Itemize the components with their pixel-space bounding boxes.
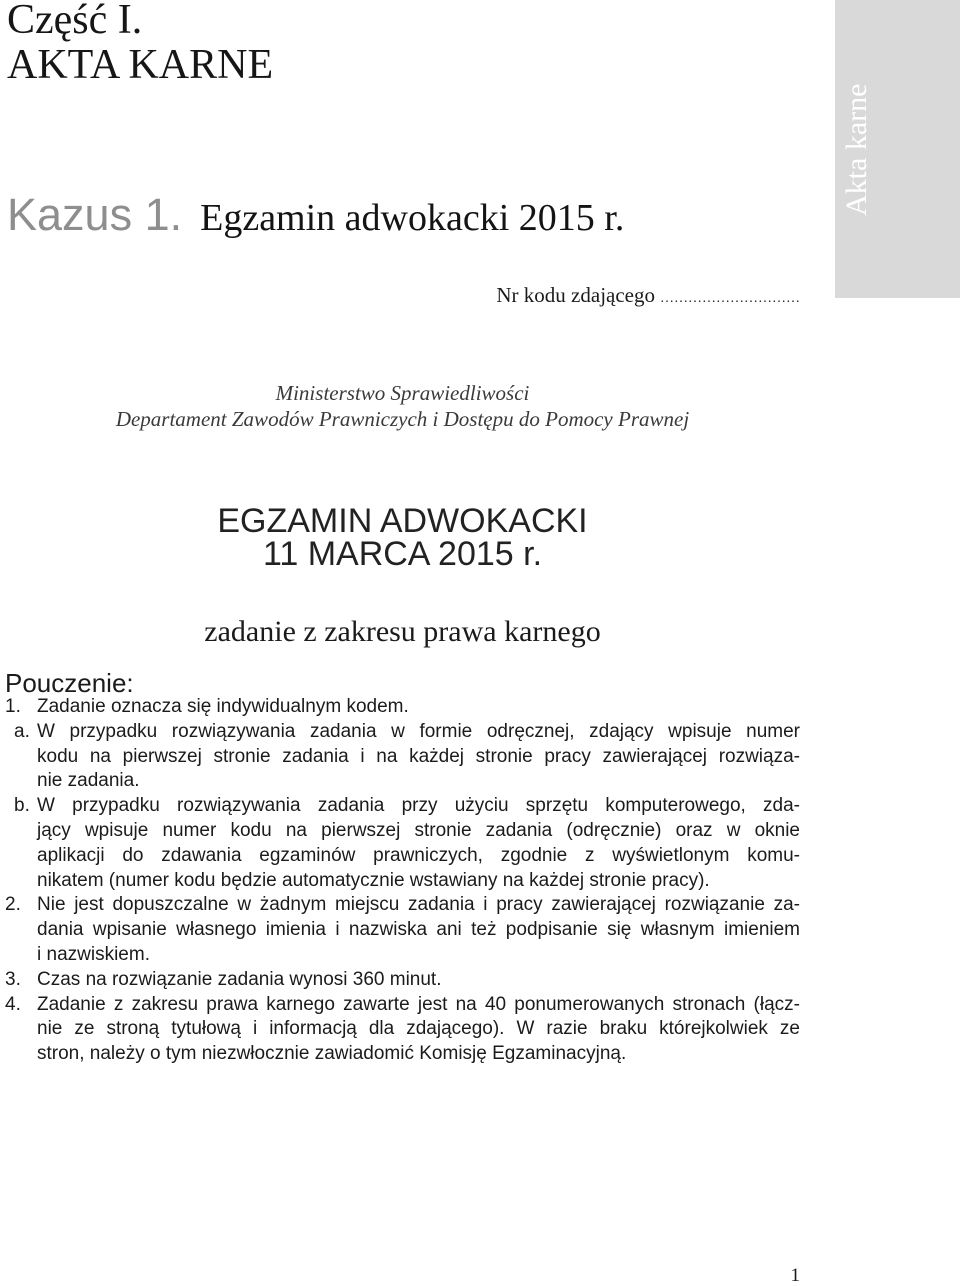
instruction-item-2	[0, 893, 800, 967]
item-marker: 1.	[5, 696, 21, 717]
item-line: dania wpisanie własnego imienia i nazwiska ani też podpisanie się własnym imieniem	[37, 919, 800, 941]
page-number: 1	[790, 1265, 800, 1286]
item-line: nie ze stroną tytułową i informacją dla zdającego). W razie braku którejkolwiek ze	[37, 1018, 800, 1040]
part-heading	[7, 0, 273, 88]
instruction-item-1	[0, 695, 800, 720]
item-marker: 2.	[5, 894, 21, 916]
item-marker: a.	[14, 720, 30, 742]
instruction-item-3	[0, 968, 800, 993]
side-tab-label: Akta karne	[840, 83, 873, 216]
candidate-code-dots: …………………………	[660, 291, 800, 306]
case-title: Egzamin adwokacki 2015 r.	[200, 197, 625, 239]
case-heading	[7, 190, 624, 243]
item-line: nikatem (numer kodu będzie automatycznie wstawiany na każdej stronie pracy).	[37, 869, 710, 891]
item-line: Czas na rozwiązanie zadania wynosi 360 minut.	[37, 968, 442, 990]
item-line: Zadanie z zakresu prawa karnego zawarte jest na 40 ponumerowanych stronach (łącz-	[37, 993, 800, 1015]
issuer-department: Departament Zawodów Prawniczych i Dostępu do Pomocy Prawnej	[115, 407, 690, 431]
item-line: aplikacji do zdawania egzaminów prawniczych, zgodnie z wyświetlonym komu-	[37, 844, 800, 866]
instruction-item-1a	[0, 720, 800, 794]
item-marker: 4.	[5, 993, 21, 1015]
issuer-ministry: Ministerstwo Sprawiedliwości	[275, 381, 530, 405]
exam-date: 11 MARCA 2015 r.	[262, 535, 543, 573]
item-line: nie zadania.	[37, 770, 140, 792]
case-number: Kazus 1.	[7, 189, 183, 240]
instruction-item-1b	[0, 794, 800, 893]
candidate-code-label: Nr kodu zdającego	[496, 283, 655, 307]
instructions-list	[0, 695, 800, 1067]
item-line: kodu na pierwszej stronie zadania i na każdej stronie pracy zawierającej rozwiąza-	[37, 745, 800, 767]
item-line: jący wpisuje numer kodu na pierwszej stronie zadania (odręcznie) oraz w oknie	[37, 819, 800, 841]
item-line: W przypadku rozwiązywania zadania przy użyciu sprzętu komputerowego, zda-	[37, 795, 800, 817]
item-line: W przypadku rozwiązywania zadania w formie odręcznej, zdający wpisuje numer	[37, 720, 800, 742]
item-line: Zadanie oznacza się indywidualnym kodem.	[37, 696, 409, 717]
item-line: stron, należy o tym niezwłocznie zawiadomić Komisję Egzaminacyjną.	[37, 1043, 627, 1065]
issuer-block	[0, 380, 805, 432]
instructions-heading: Pouczenie:	[5, 668, 134, 698]
candidate-code-field	[496, 283, 800, 311]
side-tab	[835, 0, 960, 298]
item-line: Nie jest dopuszczalne w żadnym miejscu zadania i pracy zawierającej rozwiązanie za-	[37, 894, 800, 916]
exam-title-block	[0, 502, 805, 573]
exam-title: EGZAMIN ADWOKACKI	[217, 502, 588, 540]
part-title: AKTA KARNE	[7, 42, 274, 88]
item-line: i nazwiskiem.	[37, 943, 150, 965]
item-marker: 3.	[5, 968, 21, 990]
item-marker: b.	[14, 795, 30, 817]
instruction-item-4	[0, 993, 800, 1067]
exam-subject: zadanie z zakresu prawa karnego	[204, 615, 601, 648]
part-number: Część I.	[7, 0, 143, 43]
